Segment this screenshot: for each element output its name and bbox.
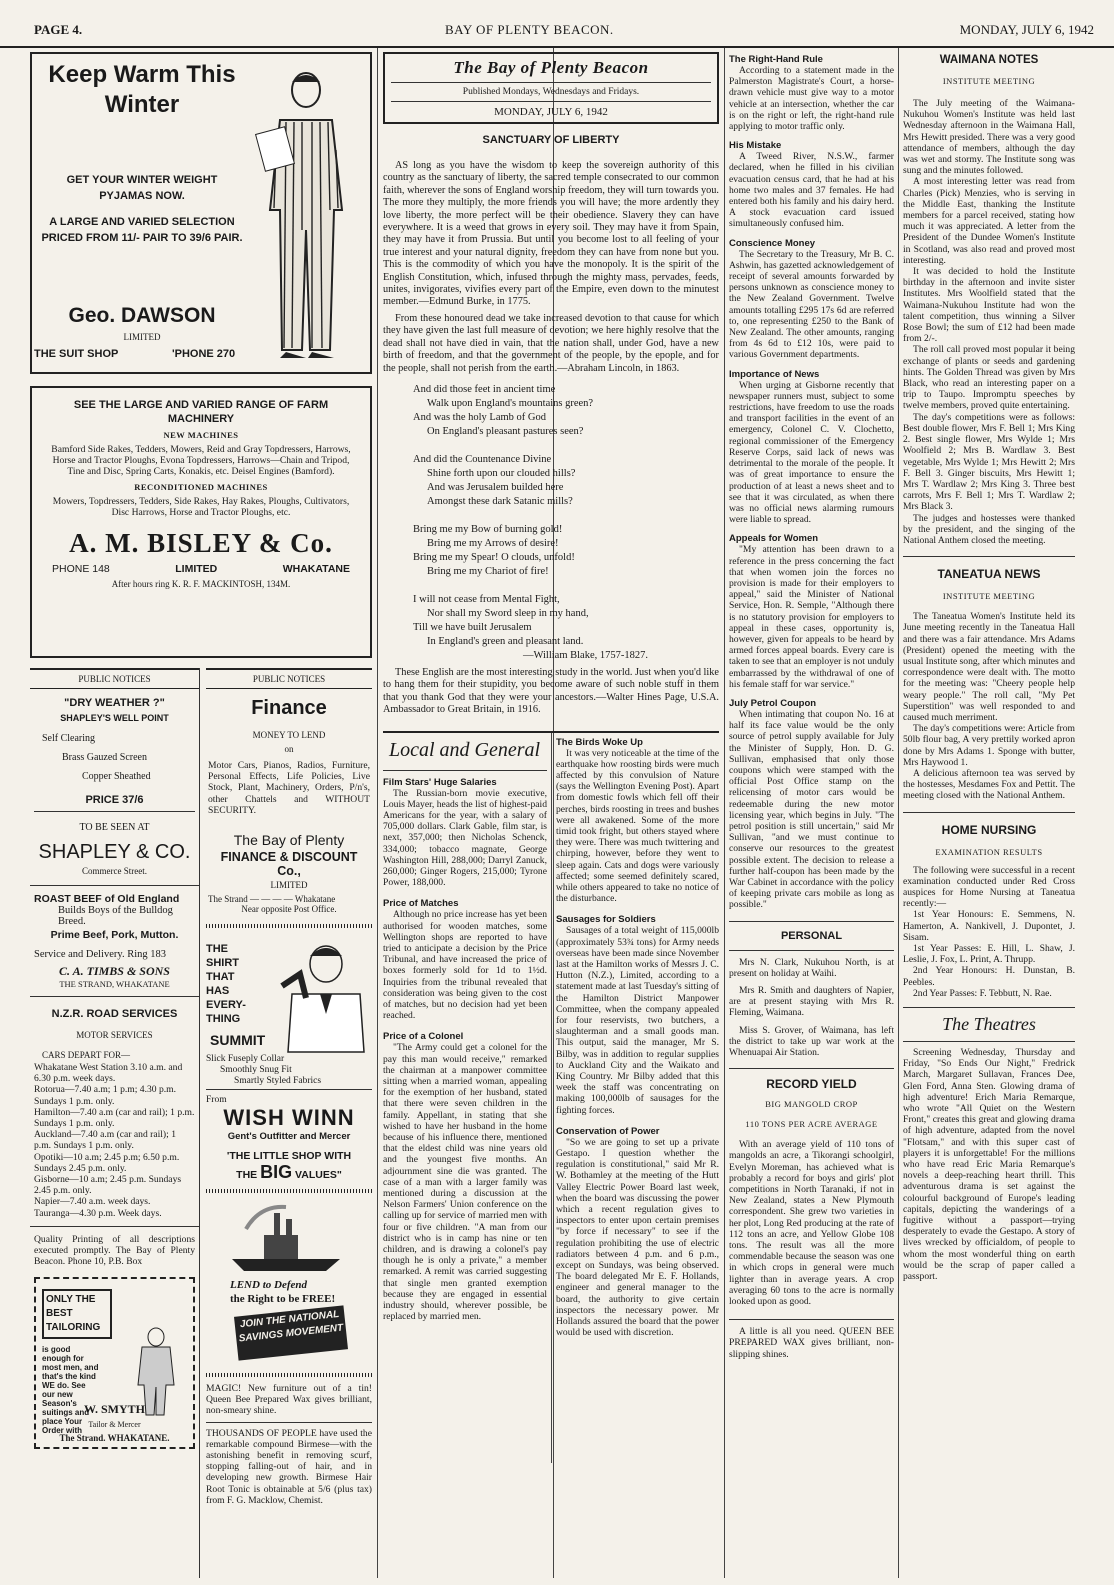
poem-line: In England's green and pleasant land. — [427, 635, 584, 647]
summit-line-1: THE — [206, 943, 228, 956]
masthead: The Bay of Plenty Beacon — [453, 58, 649, 77]
smyth-advert — [34, 1277, 195, 1449]
nzr-timetable-5: Opotiki—10 a.m; 2.45 p.m; 6.50 p.m. Sundays 2.45 p.m. only. — [34, 1151, 180, 1174]
shapley-feature-3: Copper Sheathed — [82, 771, 151, 782]
nursing-para: 1st Year Honours: E. Semmens, N. Hamerton, A. Nankivell, J. Dupontet, J. Sisam. — [903, 909, 1075, 943]
poem-line: Nor shall my Sword sleep in my hand, — [427, 607, 589, 619]
film-text: The Russian-born movie executive, Louis Mayer, heads the list of highest-paid Americans for the year, with a salary of 705,000 dollars. Clark Gable, film star, is next, 357,000; then Nicholas Schenck, 334,000; tobacco magnate, George Washington Hill, 288,000; Darryl Zanuck, 260,000; Ginger Rogers, 215,000; Tyrone Power, 188,000. — [383, 787, 548, 889]
taneatua-para: The Taneatua Women's Institute held its June meeting recently in the Taneatua Hall and there was a fair attendance. Mrs Adams (President) opened the meeting with the usual Institute song, after which minutes and correspondence were dealt with. The motto for the meeting was: "Cheery people help weary people." The roll call, "My Pet Superstition" was well responded to and caused much merriment. — [903, 611, 1075, 723]
summit-claim-1: Slick Fuseply Collar — [206, 1054, 285, 1065]
record-text: With an average yield of 110 tons of mangolds an acre, a Tikorangi schoolgirl, Evelyn Moreman, has achieved what is probably a record for boys and girls' plot competitions in North Taranaki, if not in New Zealand, states a New Plymouth correspondent. She grew two varieties in her plot, Long Red producing at the rate of 112 tons an acre, and Yellow Globe 108 tons. The result was all the more commendable because the season was one in which crops in general were much lighter than in average years. A crop averaging 60 tons to the acre is normally looked upon as good. — [729, 1139, 894, 1308]
public-notices-right — [206, 668, 372, 1578]
editorial-para-3: These English are the most interesting study in the world. Just when you'd like to hang them for their stupidity, you become aware of such noble stuff in them that you thank God that they were your ancestors.—Walter Hines Page, U.S.A. Ambassador to Great Britain, in 1916. — [383, 666, 719, 716]
editorial-date: MONDAY, JULY 6, 1942 — [494, 106, 608, 118]
nzr-timetable-2: Rotorua—7.40 a.m; 1 p.m; 4.30 p.m. Sundays 1 p.m. only. — [34, 1084, 177, 1107]
summit-advert — [206, 934, 372, 1087]
dawson-firm: Geo. DAWSON — [68, 304, 216, 327]
poem-line: And was the holy Lamb of God — [413, 411, 546, 423]
nzr-timetable-3: Hamilton—7.40 a.m (car and rail); 1 p.m. Sundays 1 p.m. only. — [34, 1106, 195, 1130]
smyth-firm: W. SMYTH — [84, 1402, 145, 1417]
petrol-text: When intimating that coupon No. 16 at half its face value would be the only source of petrol supply available for July the Minister of Supply, Hon. D. G. Sullivan, emphasised that only those coupons which were stamped with the official Post Office stamp on the relicensing of motor cars would be redeemable during the new motor licensing year, which begins in July. "The petrol position is still uncertain," said Mr Sullivan, "and we must continue to conserve our resources to the greatest possible extent. The decision to release a further half-coupon has been made by the War Cabinet in accordance with the policy of keeping private cars mobile as long as possible." — [729, 708, 894, 911]
waimana-para: It was decided to hold the Institute birthday in the afternoon and invite sister Institutes. Mrs Woolfield stated that the Waimana-Nukuhou Institute had won the talent competition, thus winning a Silver Rose Bowl; the sum of £12 had been made from 2/-. — [903, 266, 1075, 345]
poem-line: Till we have built Jerusalem — [413, 621, 532, 633]
summit-line-3: THAT — [206, 971, 235, 984]
advertisements-column — [30, 48, 372, 1578]
timbs-advert — [30, 891, 199, 991]
bisley-new-heading: NEW MACHINES — [163, 430, 239, 440]
winn-from: From — [206, 1095, 227, 1106]
smyth-line-1: ONLY THE — [46, 1294, 96, 1306]
record-sub-2: 110 TONS PER ACRE AVERAGE — [745, 1119, 878, 1130]
finance-sub: MONEY TO LEND — [252, 730, 326, 740]
waimana-para: The day's competitions were as follows: Best double flower, Mrs F. Bell 1; Mrs King 2. Best single flower, Mrs Wylde 1; Mrs Woolfield 2; Mrs B. Wardlaw 3. Best vegetable, Mrs Wylde 1; Mrs Hewitt 2; Mrs F. Bell 3. Ginger biscuits, Mrs Hewitt 1; Mrs T. Wardlaw 2; Mrs King 3. Three best carrots, Mrs F. Bell 1; Mrs T. Wardlaw 2; Mrs Black 3. — [903, 411, 1075, 513]
bisley-recon-heading: RECONDITIONED MACHINES — [134, 481, 268, 492]
paper-title: BAY OF PLENTY BEACON. — [445, 22, 614, 37]
poem-line: Bring me my Chariot of fire! — [427, 565, 549, 577]
nzr-advert — [30, 1002, 199, 1221]
poem-line: Walk upon England's mountains green? — [427, 397, 594, 409]
news-column — [729, 48, 894, 1578]
personal-heading: PERSONAL — [780, 929, 843, 942]
district-column — [903, 48, 1075, 1578]
public-notices-heading-2: PUBLIC NOTICES — [206, 668, 372, 689]
timbs-meats: Prime Beef, Pork, Mutton. — [50, 929, 179, 941]
birds-text: It was very noticeable at the time of the earthquake how roosting birds were much affected by this convulsion of Nature (says the Wellington Evening Post). Apart from domestic fowls which fell off their perches, birds roosting in trees and bushes were all awakened. Some of the more timid took fright, but others stayed where they were. There was much twittering and chirping, however, before they went to sleep again. Cats and dogs were variously affected; some seemed definitely scared, while others appeared to take no notice of the disturbance. — [556, 747, 719, 905]
bisley-firm: A. M. BISLEY & Co. — [69, 528, 333, 559]
news-heading: Importance of News — [729, 368, 820, 380]
poem-credit: —William Blake, 1757-1827. — [523, 649, 648, 661]
page-header — [0, 0, 1114, 48]
taneatua-heading: TANEATUA NEWS — [937, 567, 1041, 582]
bisley-town: WHAKATANE — [282, 563, 350, 576]
dawson-headline: Keep Warm This Winter — [48, 61, 236, 118]
smyth-trade: Tailor & Mercer — [88, 1420, 141, 1430]
dawson-line-2: A LARGE AND VARIED SELECTION PRICED FROM 11/- PAIR TO 39/6 PAIR. — [41, 216, 243, 244]
poem-line: Bring me my Spear! O clouds, unfold! — [413, 551, 575, 563]
savings-line-2: the Right to be FREE! — [230, 1293, 336, 1306]
local-left — [383, 737, 547, 1323]
poem-line: Shine forth upon our clouded hills? — [427, 467, 576, 479]
colonel-text: "The Army could get a colonel for the pay this man would receive," remarked the chairman at a manpower committee sitting when a married woman, appealing for the exemption of her husband, stated that there were seven children in the family. Appellant, in stating that she wished to have her husband in the home because of his influence there, mentioned that the eldest child was nine years old and the youngest five months. An adjournment sine die was granted. The case of a man with a larger family was mentioned during a discussion at the Nelson Farmers' Union conference on the calling up for service of married men with four or five children. "A man from our district who is in camp has nine or ten children, and is drawing a colonel's pay though he is only a private," a member remarked. A remit was carried suggesting that single men granted exemption because they are engaged in essential industry should, wherever possible, be replaced by married men. — [383, 1042, 547, 1323]
nzr-timetable-6: Gisborne—10 a.m; 2.45 p.m. Sundays 2.45 p.m. only. — [34, 1174, 182, 1197]
personal-item: Mrs R. Smith and daughters of Napier, are at present staying with Mrs R. Fleming, Waimana. — [729, 985, 894, 1019]
national-savings-advert — [206, 1199, 372, 1367]
winn-firm: WISH WINN — [223, 1105, 355, 1131]
taneatua-para: A delicious afternoon tea was served by the hostesses, Mesdames Fox and Pettit. The meeting closed with the National Anthem. — [903, 767, 1075, 802]
winn-slogan-4: VALUES" — [295, 1169, 342, 1182]
nursing-para: 2nd Year Passes: F. Tebbutt, N. Rae. — [913, 987, 1052, 999]
poem-line: And did those feet in ancient time — [413, 383, 556, 395]
finance-firm-1: The Bay of Plenty — [233, 832, 345, 849]
shapley-seen-at: TO BE SEEN AT — [79, 822, 150, 833]
issue-date: MONDAY, JULY 6, 1942 — [959, 22, 1094, 37]
shapley-feature-2: Brass Gauzed Screen — [62, 752, 147, 763]
personal-item: Mrs N. Clark, Nukuhou North, is at present on holiday at Waihi. — [729, 956, 894, 979]
right-hand-heading: The Right-Hand Rule — [729, 54, 823, 65]
timbs-sub: Builds Boys of the Bulldog Breed. — [58, 905, 173, 927]
waimana-para: A most interesting letter was read from Charles (Pick) Menzies, who is serving in the Middle East, thanking the Institute members for a parcel received, stating how much it was appreciated. A letter from the President of the Dundee Women's Institute in Scotland, was also read and proved most interesting. — [903, 176, 1075, 266]
bisley-new-list: Bamford Side Rakes, Tedders, Mowers, Reid and Gray Topdressers, Harrows, Horse and Tractor Ploughs, Evona Topdressers, Harrows—Chain and Tripod, Tine and Disc, Spring Carts, Konakis, etc. Deisel Engines (Bamford). — [51, 444, 351, 478]
personal-item: Miss S. Grover, of Waimana, has left the district to take up war work at the Whenuapai Air Station. — [729, 1024, 894, 1059]
news-text: When urging at Gisborne recently that newspaper runners must, subject to some restrictions, have freedom to use the roads and transport facilities in the event of an emergency, Colonel C. V. Clochetto, regional commissioner of the Emergency Reserve Corps, said lack of news was detrimental to the morale of the people. It was of great importance to ensure the production of at least a news sheet and to see that it was circulated, as when there was no official news alarming rumours were liable to spread. — [729, 379, 894, 526]
shapley-title: "DRY WEATHER ?" — [64, 697, 165, 709]
film-heading: Film Stars' Huge Salaries — [383, 776, 497, 788]
waimana-para: The roll call proved most popular it being exchange of plants or seeds and gardening hints. The Golden Thread was given by Mrs Black, who read an interesting paper on a trip to Taupo. Impromptu speeches by twelve members, proved quite entertaining. — [903, 344, 1075, 412]
winn-slogan-3: BIG — [260, 1162, 293, 1183]
bisley-advert — [30, 386, 372, 658]
magic-notice: MAGIC! New furniture out of a tin! Queen Bee Prepared Wax gives brilliant, non-smeary shine. — [206, 1383, 372, 1417]
dawson-phone: 'PHONE 270 — [172, 348, 236, 360]
smyth-body: is good enough for most men, and that's the kind WE do. See our new Season's suitings and place Your Order with — [42, 1345, 99, 1436]
shapley-product: SHAPLEY'S WELL POINT — [60, 713, 169, 723]
summit-line-4: HAS — [206, 985, 230, 998]
finance-firm-2: FINANCE & DISCOUNT Co., — [220, 850, 358, 879]
dawson-line-1: GET YOUR WINTER WEIGHT PYJAMAS NOW. — [66, 174, 218, 202]
right-hand-text: According to a statement made in the Palmerston Magistrate's Court, a horse-drawn vehicle must give way to a motor vehicle at an intersection, whether the car is on the right or left, the right-hand rule applying to motor traffic only. — [729, 65, 894, 133]
finance-near: Near opposite Post Office. — [241, 904, 337, 915]
poem-line: Amongst these dark Satanic mills? — [427, 495, 573, 507]
conscience-text: The Secretary to the Treasury, Mr B. C. Ashwin, has gazetted acknowledgement of receipt of several amounts forwarded by persons unknown as conscience money to the New Zealand Government. Twelve amounts totalling £295 17s 6d are referred to, one representing £250 to the Bank of New Zealand. The other amounts, ranging from 4s 6d to £12 10s, were paid to various Government departments. — [729, 248, 894, 361]
column-rule — [898, 48, 899, 1578]
nzr-timetable-8: Tauranga—4.30 p.m. Week days. — [34, 1207, 162, 1219]
winn-trade: Gent's Outfitter and Mercer — [227, 1131, 351, 1143]
bisley-after-hours: After hours ring K. R. F. MACKINTOSH, 134M. — [111, 579, 291, 590]
column-rule — [377, 48, 378, 1578]
masthead-box — [383, 52, 719, 124]
column-rule — [724, 48, 725, 1578]
nzr-title: N.Z.R. ROAD SERVICES — [51, 1008, 178, 1020]
sausages-text: Sausages of a total weight of 115,000lb (approximately 53¾ tons) for Army needs overseas have been made since November last at the Hamilton works of Messrs J. C. Hutton (N.Z.), Limited, according to a statement made at last Tuesday's sitting of the Hamilton District Manpower Committee, when the company appealed for four reservists, two butchers, a slaughterman and a small goods man. This output, said the manager, Mr S. Bilby, was in addition to regular supplies to Auckland City and the Waikato and King Country. Mr Bilby added that this week the staff was concentrating on making 100,000lb of sausages for the fighting forces. — [556, 925, 719, 1116]
editorial-column — [383, 48, 719, 1578]
bisley-title: SEE THE LARGE AND VARIED RANGE OF FARM MACHINERY — [73, 399, 329, 425]
shapley-price: PRICE 37/6 — [85, 794, 144, 806]
summit-line-6: THING — [206, 1013, 241, 1026]
poem-line: Bring me my Bow of burning gold! — [413, 523, 563, 535]
blake-poem — [413, 383, 719, 663]
waimana-para: The July meeting of the Waimana-Nukuhou Women's Institute was held last Wednesday afternoon in the Waimana Hall, Mrs Hewitt presided. There was a very good attendance of members, although the day was wet and stormy. The Institute song was sung and the minutes followed. — [903, 98, 1075, 177]
matches-text: Although no price increase has yet been authorised for wooden matches, some Wellington shops are reported to have tried to anticipate a decision by the Price Tribunal, and have increased the price of boxes formerly sold for 1d to 1½d. Inquiries from the tribunal revealed that consideration was being given to the cost of matches, but no decision had yet been reached. — [383, 909, 547, 1022]
waimana-para: The judges and hostesses were thanked by the president, and the singing of the National Anthem closed the meeting. — [903, 512, 1075, 546]
colonel-heading: Price of a Colonel — [383, 1031, 464, 1043]
smyth-line-2: BEST — [46, 1308, 73, 1320]
editorial-para-1: AS long as you have the wisdom to keep the sovereign authority of this country as the sanctuary of liberty, the sacred temple consecrated to our common faith, wherever the sons of England worship freedom, they will turn towards you. The more they multiply, the more friends you will have; the more ardently they love liberty, the more perfect will be their obedience. Slavery they can have everywhere. It is a weed that grows in every soil. They may have it from Spain, they may have it from Prussia. But until you become lost to all feeling of your true interest and your natural dignity, freedom they can have from none but you. This is the commodity of which you have the monopoly. It is the spirit of the English Constitution, which, infused through the mighty mass, pervades, feeds, unites, invigorates, vivifies every part of the Empire, even down to the minutest member.—Edmund Burke, in 1775. — [383, 160, 719, 308]
bisley-limited: LIMITED — [175, 563, 218, 576]
finance-advert — [206, 689, 372, 918]
finance-body: Motor Cars, Pianos, Radios, Furniture, Personal Effects, Life Policies, Live Stock, Plant, Machinery, Orders, P/n's, other Chattels and WITHOUT SECURITY. — [208, 760, 370, 816]
nursing-heading: HOME NURSING — [941, 822, 1037, 837]
bisley-recon-list: Mowers, Topdressers, Tedders, Side Rakes, Hay Rakes, Ploughs, Cultivators, Disc Harrows, Horse and Tractor Ploughs, etc. — [52, 495, 350, 518]
theatres-heading: The Theatres — [942, 1014, 1036, 1035]
summit-claim-3: Smartly Styled Fabrics — [234, 1076, 322, 1087]
mistake-heading: His Mistake — [729, 140, 782, 152]
birmese-notice: THOUSANDS OF PEOPLE have used the remarkable compound Birmese—with the astonishing benefit in removing scurf, stopping falling-out of hair, and in developing new growth. Birmese Hair Root Tonic is obtainable at 5/6 (plus tax) from F. G. Macklow, Chemist. — [206, 1427, 372, 1506]
conscience-heading: Conscience Money — [729, 237, 816, 249]
matches-heading: Price of Matches — [383, 898, 459, 910]
nzr-sub: MOTOR SERVICES — [76, 1030, 153, 1040]
petrol-heading: July Petrol Coupon — [729, 697, 817, 709]
power-text: "So we are going to set up a private Gestapo. I question whether the regulation is constitutional," said Mr R. W. Bothamley at the meeting of the Hutt Valley Electric Power Board last week, when the board was discussing the power which a recent regulation gives to inspectors to enter upon certain premises "by force if necessary" to see if the regulation prohibiting the use of electric radiators between 4 p.m. and 6 p.m., except on Sundays, was being observed. The board delegated Mr E. F. Hollands, engineer and general manager to the board, the authority to give certain inspectors the necessary power. Mr Hollands assured the board that the power would be used with discretion. — [556, 1136, 719, 1339]
local-right — [556, 737, 719, 1339]
nursing-sub: EXAMINATION RESULTS — [935, 846, 1043, 857]
timbs-firm: C. A. TIMBS & SONS — [59, 964, 170, 978]
power-heading: Conservation of Power — [556, 1125, 660, 1137]
finance-address: The Strand — — — — Whakatane — [208, 894, 336, 905]
poem-line: And did the Countenance Divine — [413, 453, 552, 465]
dawson-shop: THE SUIT SHOP — [34, 348, 119, 360]
dawson-limited: LIMITED — [123, 332, 161, 342]
theatres-text: Screening Wednesday, Thursday and Friday, "So Ends Our Night," Fredrick March, Margaret Sullavan, Frances Dee, Glen Ford, Anna Sten. Glowing drama of high adventure! Erich Maria Remarque, who wrote "All Quiet on the Western Front," creates this great and glowing drama of high adventure, adapted from the novel "Flotsam," and with this super cast of players it is unforgettable! For the millions who have read Eric Maria Remarque's novels a deep-reaching heart thrill. This adventurous drama is set against the colourful background of Europe's leading capitals, depicting the wanderings of a fugitive without a passport—trying desperately to evade the Gestapo. A story of lives wrecked by officialdom, of people to whom the most wonderful thing on earth would be the scrap of paper called a passport. — [903, 1047, 1075, 1283]
timbs-address: THE STRAND, WHAKATANE — [59, 979, 170, 989]
poem-line: I will not cease from Mental Fight, — [413, 593, 560, 605]
summit-line-5: EVERY- — [206, 999, 246, 1012]
warship-illustration — [226, 1199, 346, 1275]
record-heading: RECORD YIELD — [766, 1077, 857, 1092]
shapley-firm: SHAPLEY & CO. — [38, 841, 191, 863]
bisley-phone: PHONE 148 — [52, 563, 110, 576]
sausages-heading: Sausages for Soldiers — [556, 914, 656, 926]
finance-on: on — [284, 744, 294, 754]
women-text: "My attention has been drawn to a reference in the press concerning the fact that when women join the forces no provision is made for their employers to appeal," said the Minister of National Service, Hon. R. Semple, "Although there is no statutory provision for employers to appeal in these cases, opportunity is, however, given for appeals to be heard by armed forces appeal boards. Every care is taken to see that an employer is not unduly embarrassed by the withdrawal of one of his female staff for war service." — [729, 544, 894, 690]
queen-bee-notice: A little is all you need. QUEEN BEE PREPARED WAX gives brilliant, non-slipping shines. — [729, 1326, 894, 1360]
smyth-address: The Strand. WHAKATANE. — [59, 1433, 170, 1444]
finance-title: Finance — [251, 697, 327, 719]
women-heading: Appeals for Women — [729, 533, 819, 545]
winn-slogan-2: THE — [236, 1169, 258, 1182]
summit-line-2: SHIRT — [206, 957, 239, 970]
wish-winn-advert — [206, 1095, 372, 1183]
man-in-pyjamas-illustration — [250, 60, 362, 360]
winn-slogan-1: 'THE LITTLE SHOP WITH — [226, 1150, 352, 1163]
nzr-depart: CARS DEPART FOR— — [42, 1050, 130, 1060]
birds-heading: The Birds Woke Up — [556, 736, 643, 748]
published-days: Published Mondays, Wednesdays and Fridays. — [462, 87, 640, 97]
nursing-para: 2nd Year Honours: H. Dunstan, B. Peebles. — [903, 965, 1075, 988]
shirt-man-illustration — [272, 934, 368, 1054]
waimana-sub: INSTITUTE MEETING — [942, 76, 1036, 86]
nursing-para: 1st Year Passes: E. Hill, L. Shaw, J. Leslie, J. Fox, L. Print, A. Thrupp. — [903, 943, 1075, 966]
printing-notice: Quality Printing of all descriptions executed promptly. The Bay of Plenty Beacon. Phone 10, P.B. Box — [34, 1233, 195, 1268]
summit-claim-2: Smoothly Snug Fit — [220, 1065, 292, 1076]
shapley-advert — [30, 689, 199, 880]
nzr-timetable-7: Napier—7.40 a.m. week days. — [34, 1196, 151, 1208]
nzr-timetable-4: Auckland—7.40 a.m (car and rail); 1 p.m. Sundays 1 p.m. only. — [34, 1129, 176, 1152]
timbs-service: Service and Delivery. Ring 183 — [34, 949, 166, 960]
dawson-advert — [30, 52, 372, 374]
editorial-title: SANCTUARY OF LIBERTY — [482, 134, 620, 146]
taneatua-para: The day's competitions were: Article from 50lb flour bag, A very prettily worked apron done by Mrs Adams 1. Sponge with butter, Mrs Haywood 1. — [903, 723, 1075, 768]
nursing-para: The following were successful in a recent examination conducted under Red Cross auspices for Home Nursing at Taneatua recently:— — [903, 864, 1075, 910]
public-notices-left — [30, 668, 200, 1578]
savings-line-1: LEND to Defend — [230, 1279, 307, 1292]
page-number: PAGE 4. — [34, 22, 83, 37]
editorial-para-2: From these honoured dead we take increased devotion to that cause for which they have given the last full measure of devotion; we here highly resolve that the dead shall not have died in vain, that the nation shall, under God, have a new birth of freedom, and that the government of the people, by the epople, and for the people, shall not perish from the earth.—Abraham Lincoln, in 1863. — [383, 312, 719, 374]
taneatua-sub: INSTITUTE MEETING — [942, 591, 1036, 602]
smyth-line-3: TAILORING — [46, 1322, 101, 1334]
savings-line-3: JOIN THE NATIONAL SAVINGS MOVEMENT — [234, 1305, 348, 1360]
shapley-feature-1: Self Clearing — [42, 733, 96, 744]
timbs-title: ROAST BEEF of Old England — [34, 893, 180, 905]
record-sub: BIG MANGOLD CROP — [765, 1099, 858, 1110]
public-notices-heading: PUBLIC NOTICES — [30, 668, 199, 689]
finance-limited: LIMITED — [270, 880, 308, 891]
local-general-title: Local and General — [389, 738, 541, 761]
summit-brand: SUMMIT — [210, 1032, 266, 1049]
mistake-text: A Tweed River, N.S.W., farmer declared, when he filled in his civilian evacuation census card, that he had at his home two males and 37 females. He had entered both his family and his dairy herd. A stock evacuation card issued simultaneously confused him. — [729, 151, 894, 230]
poem-line: Bring me my Arrows of desire! — [427, 537, 559, 549]
waimana-heading: WAIMANA NOTES — [939, 54, 1039, 66]
nzr-timetable-1: Whakatane West Station 3.10 a.m. and 6.30 p.m. week days. — [34, 1062, 183, 1085]
shapley-street: Commerce Street. — [82, 866, 147, 876]
poem-line: On England's pleasant pastures seen? — [427, 425, 584, 437]
poem-line: And was Jerusalem builded here — [427, 481, 564, 493]
